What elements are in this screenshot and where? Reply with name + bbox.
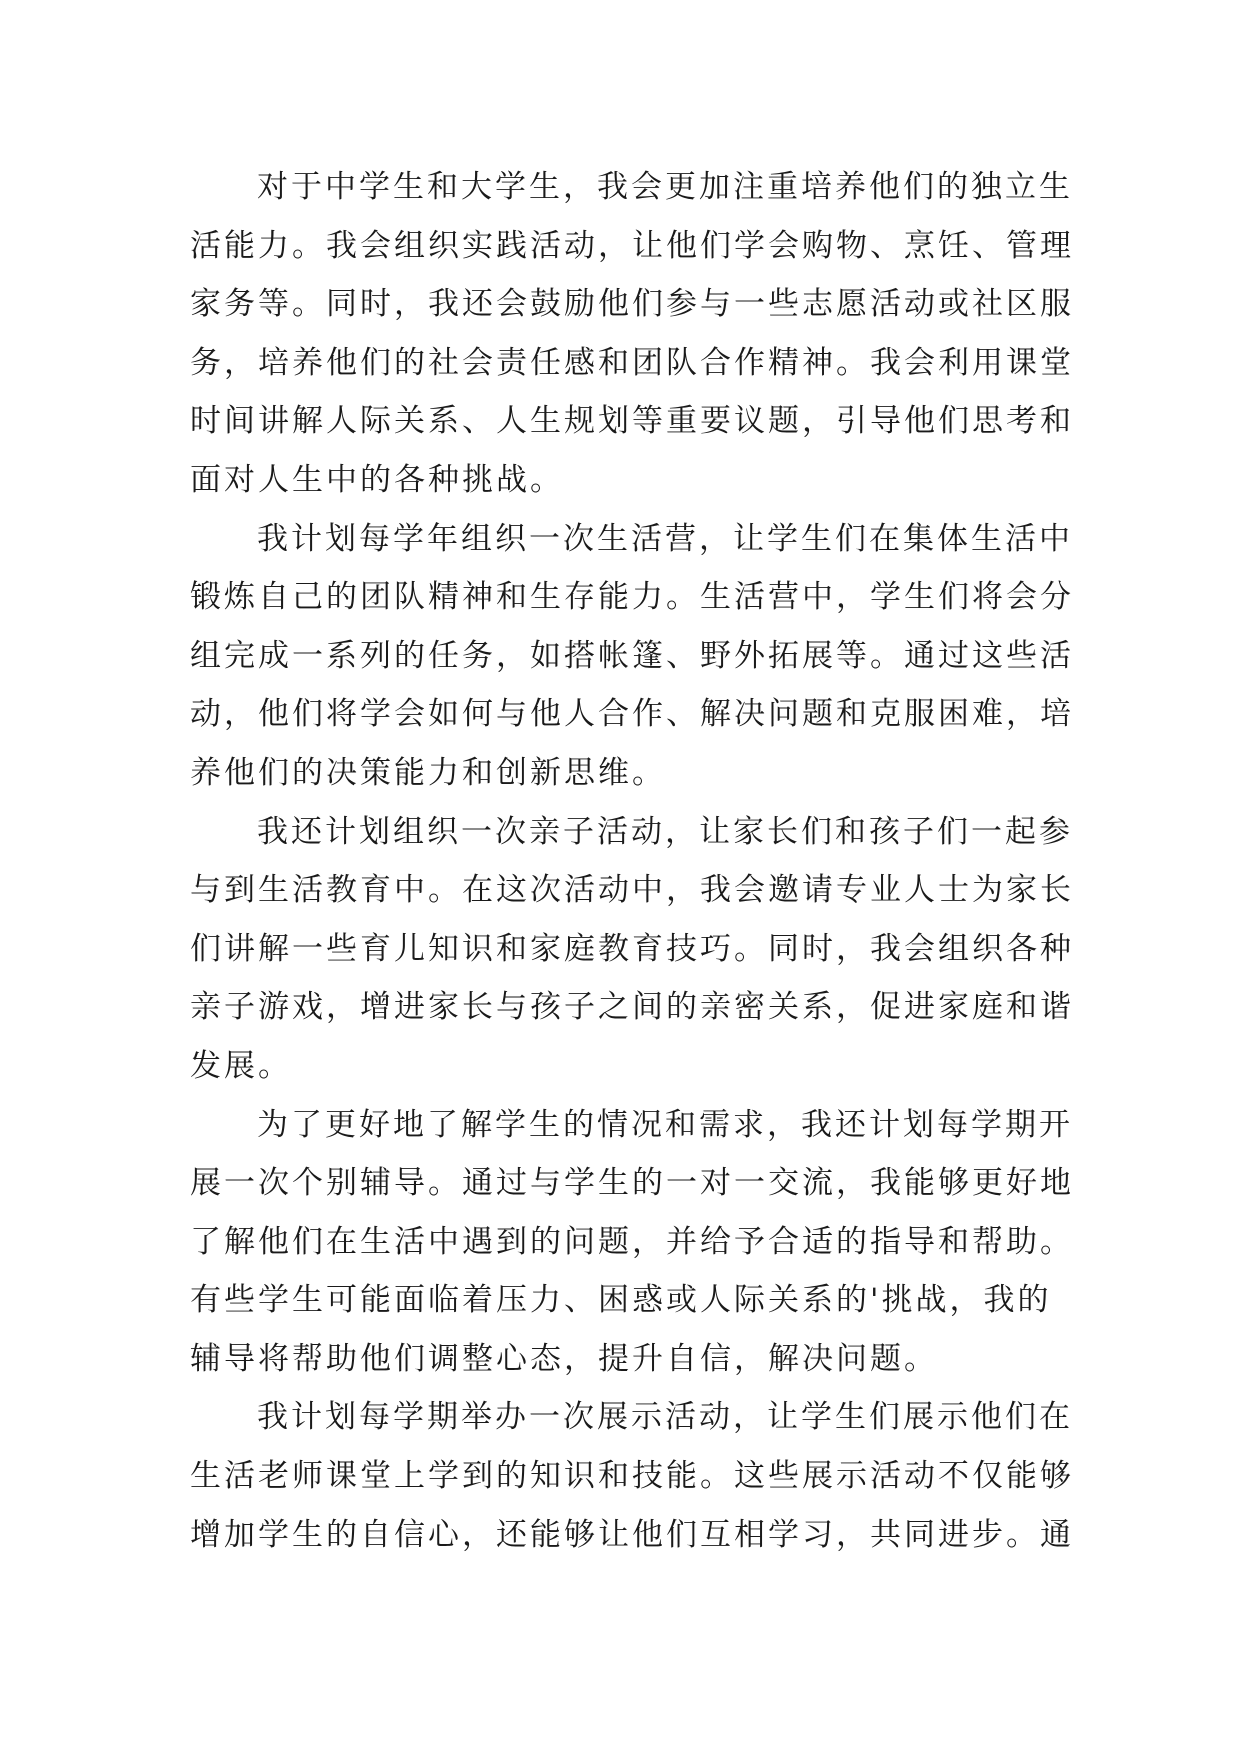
text-line: 我计划每学期举办一次展示活动，让学生们展示他们在 <box>257 1399 1073 1436</box>
text-line: 有些学生可能面临着压力、困惑或人际关系的'挑战，我的 <box>190 1282 1052 1319</box>
text-line: 展一次个别辅导。通过与学生的一对一交流，我能够更好地 <box>190 1165 1074 1202</box>
text-line: 们讲解一些育儿知识和家庭教育技巧。同时，我会组织各种 <box>190 930 1074 967</box>
text-line: 动，他们将学会如何与他人合作、解决问题和克服困难，培 <box>190 696 1074 733</box>
document-body <box>190 158 1090 1564</box>
text-line: 亲子游戏，增进家长与孩子之间的亲密关系，促进家庭和谐 <box>190 989 1074 1026</box>
text-line: 时间讲解人际关系、人生规划等重要议题，引导他们思考和 <box>190 403 1074 440</box>
text-line: 活能力。我会组织实践活动，让他们学会购物、烹饪、管理 <box>190 227 1074 264</box>
text-line: 养他们的决策能力和创新思维。 <box>190 754 666 791</box>
text-line: 辅导将帮助他们调整心态，提升自信，解决问题。 <box>190 1340 938 1377</box>
text-line: 锻炼自己的团队精神和生存能力。生活营中，学生们将会分 <box>190 579 1074 616</box>
text-line: 生活老师课堂上学到的知识和技能。这些展示活动不仅能够 <box>190 1458 1074 1495</box>
text-line: 发展。 <box>190 1047 292 1084</box>
text-line: 与到生活教育中。在这次活动中，我会邀请专业人士为家长 <box>190 872 1074 909</box>
text-line: 了解他们在生活中遇到的问题，并给予合适的指导和帮助。 <box>190 1223 1074 1260</box>
text-line: 面对人生中的各种挑战。 <box>190 461 564 498</box>
text-line: 对于中学生和大学生，我会更加注重培养他们的独立生 <box>257 169 1073 205</box>
paragraph-5 <box>190 1388 1090 1564</box>
paragraph-1 <box>190 158 1090 510</box>
text-line: 我计划每学年组织一次生活营，让学生们在集体生活中 <box>257 520 1073 557</box>
paragraph-3 <box>190 803 1090 1096</box>
paragraph-2 <box>190 510 1090 803</box>
text-line: 为了更好地了解学生的情况和需求，我还计划每学期开 <box>257 1106 1073 1143</box>
text-line: 我还计划组织一次亲子活动，让家长们和孩子们一起参 <box>257 813 1073 850</box>
text-line: 务，培养他们的社会责任感和团队合作精神。我会利用课堂 <box>190 344 1074 381</box>
text-line: 增加学生的自信心，还能够让他们互相学习，共同进步。通 <box>190 1516 1074 1553</box>
text-line: 组完成一系列的任务，如搭帐篷、野外拓展等。通过这些活 <box>190 637 1074 674</box>
paragraph-4 <box>190 1096 1090 1389</box>
text-line: 家务等。同时，我还会鼓励他们参与一些志愿活动或社区服 <box>190 286 1074 323</box>
